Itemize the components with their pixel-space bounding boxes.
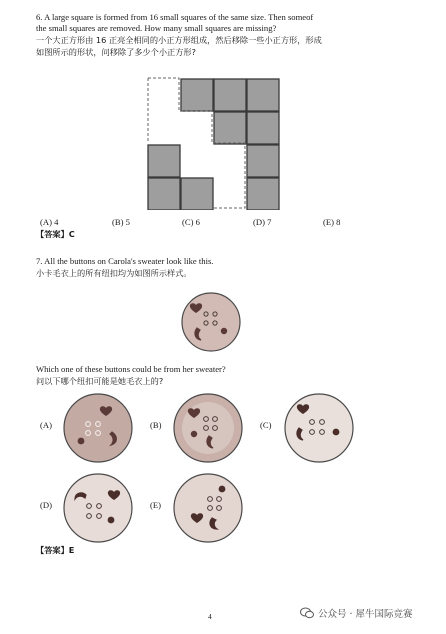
dot-icon — [333, 429, 340, 436]
option-e-button — [172, 472, 244, 544]
dot-icon — [191, 431, 197, 437]
grid-square — [247, 178, 279, 210]
wechat-icon — [300, 607, 314, 619]
q6-square-figure — [145, 76, 281, 210]
q7-label-e: (E) — [150, 500, 161, 510]
q6-option-e: (E) 8 — [323, 217, 341, 227]
dot-icon — [219, 486, 226, 493]
grid-square — [247, 112, 279, 144]
watermark-text: 公众号 · 犀牛国际竞赛 — [318, 609, 413, 620]
q6-option-c: (C) 6 — [182, 217, 200, 227]
watermark — [300, 606, 413, 620]
q7-text-en-2: Which one of these buttons could be from her sweater? — [36, 364, 226, 374]
grid-square — [247, 79, 279, 111]
q7-label-c: (C) — [260, 420, 272, 430]
q6-option-d: (D) 7 — [253, 217, 272, 227]
q7-text-zh-2: 问以下哪个纽扣可能是她毛衣上的? — [36, 376, 164, 386]
grid-square — [214, 79, 246, 111]
page-number: 4 — [208, 612, 212, 621]
q6-text-zh-1: 一个大正方形由 16 正亮全相同的小正方形组成，然后移除一些小正方形，形成 — [36, 35, 322, 45]
reference-button — [180, 291, 242, 353]
q6-option-b: (B) 5 — [112, 217, 130, 227]
grid-square — [148, 178, 180, 210]
q6-text-en-2: the small squares are removed. How many small squares are missing? — [36, 23, 277, 33]
q7-label-a: (A) — [40, 420, 52, 430]
q7-label-b: (B) — [150, 420, 162, 430]
q6-option-a: (A) 4 — [40, 217, 59, 227]
q7-label-d: (D) — [40, 500, 52, 510]
q6-answer: 【答案】C — [36, 229, 75, 239]
dot-icon — [78, 438, 85, 445]
q6-text-zh-2: 如图所示的形状，问移除了多少个小正方形? — [36, 47, 196, 57]
grid-square — [181, 178, 213, 210]
grid-square — [214, 112, 246, 144]
grid-square — [247, 145, 279, 177]
grid-square — [148, 145, 180, 177]
q7-text-en-1: 7. All the buttons on Carola's sweater look like this. — [36, 256, 214, 266]
q7-text-zh-1: 小卡毛衣上的所有纽扣均为如图所示样式。 — [36, 268, 192, 278]
dot-icon — [221, 328, 227, 334]
grid-square — [181, 79, 213, 111]
q6-text-en-1: 6. A large square is formed from 16 small squares of the same size. Then someof — [36, 12, 314, 22]
option-d-button — [62, 472, 134, 544]
q7-answer: 【答案】E — [36, 545, 75, 555]
option-c-button — [283, 392, 355, 464]
option-a-button — [62, 392, 134, 464]
dot-icon — [108, 517, 115, 524]
option-b-button — [172, 392, 244, 464]
